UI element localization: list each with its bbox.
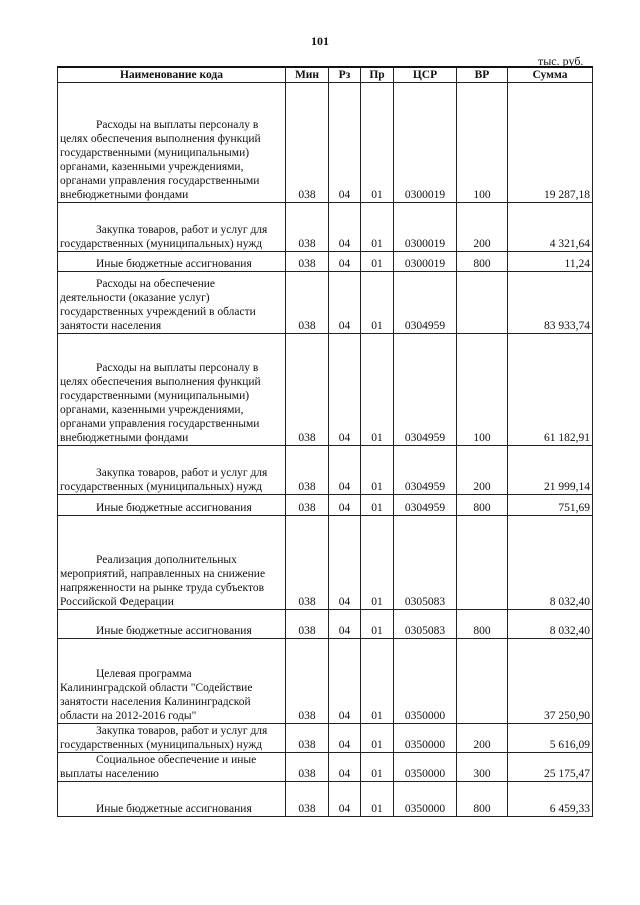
- row-name-line: напряженности на рынке труда субъектов: [60, 582, 265, 594]
- cell-min: 038: [286, 639, 329, 724]
- cell-vr: 800: [457, 610, 508, 639]
- row-name: [58, 639, 286, 724]
- row-name-line: целях обеспечения выполнения функций: [60, 376, 261, 388]
- row-name-line: Иные бюджетные ассигнования: [96, 258, 252, 270]
- row-name-line: Социальное обеспечение и иные: [96, 754, 257, 766]
- cell-sum: 11,24: [508, 252, 593, 272]
- row-name: [58, 753, 286, 782]
- cell-csr: 0304959: [394, 495, 457, 516]
- cell-min: 038: [286, 83, 329, 203]
- cell-sum: 19 287,18: [508, 83, 593, 203]
- cell-csr: 0305083: [394, 610, 457, 639]
- table-row: [58, 272, 593, 334]
- cell-rz: 04: [329, 203, 361, 252]
- cell-vr: [457, 639, 508, 724]
- table-row: [58, 610, 593, 639]
- cell-sum: 37 250,90: [508, 639, 593, 724]
- cell-min: 038: [286, 272, 329, 334]
- table-header-row: [58, 67, 593, 83]
- row-name: [58, 83, 286, 203]
- cell-csr: 0305083: [394, 516, 457, 610]
- row-name: [58, 446, 286, 495]
- table-row: [58, 334, 593, 446]
- cell-rz: 04: [329, 516, 361, 610]
- cell-vr: 100: [457, 334, 508, 446]
- table-row: [58, 83, 593, 203]
- row-name-line: занятости населения: [60, 320, 162, 332]
- cell-pr: 01: [361, 639, 394, 724]
- row-name-line: Закупка товаров, работ и услуг для: [96, 467, 268, 479]
- cell-vr: 200: [457, 446, 508, 495]
- cell-pr: 01: [361, 782, 394, 817]
- cell-rz: 04: [329, 610, 361, 639]
- cell-sum: 4 321,64: [508, 203, 593, 252]
- row-name-line: занятости населения Калининградской: [60, 696, 251, 708]
- cell-rz: 04: [329, 753, 361, 782]
- table-row: [58, 516, 593, 610]
- row-name-line: органами управления государственными: [60, 175, 260, 187]
- cell-csr: 0350000: [394, 724, 457, 753]
- cell-vr: 200: [457, 203, 508, 252]
- cell-min: 038: [286, 495, 329, 516]
- cell-rz: 04: [329, 782, 361, 817]
- row-name: [58, 495, 286, 516]
- row-name: [58, 516, 286, 610]
- cell-pr: 01: [361, 495, 394, 516]
- cell-pr: 01: [361, 252, 394, 272]
- table-row: [58, 203, 593, 252]
- header-sum: Сумма: [508, 67, 593, 83]
- row-name-line: области на 2012-2016 годы": [60, 710, 197, 722]
- row-name-line: деятельности (оказание услуг): [60, 292, 210, 304]
- cell-min: 038: [286, 203, 329, 252]
- cell-vr: 100: [457, 83, 508, 203]
- row-name-line: Расходы на выплаты персоналу в: [96, 119, 259, 131]
- cell-vr: 200: [457, 724, 508, 753]
- budget-table: [57, 66, 593, 817]
- cell-rz: 04: [329, 639, 361, 724]
- page-number: 101: [311, 34, 329, 48]
- header-csr: ЦСР: [394, 67, 457, 83]
- row-name-line: выплаты населению: [60, 768, 159, 780]
- cell-csr: 0300019: [394, 252, 457, 272]
- row-name-line: государственными (муниципальными): [60, 147, 250, 159]
- table-row: [58, 724, 593, 753]
- header-name: Наименование кода: [58, 67, 286, 83]
- row-name-line: государственных (муниципальных) нужд: [60, 739, 263, 751]
- cell-pr: 01: [361, 272, 394, 334]
- cell-rz: 04: [329, 724, 361, 753]
- cell-vr: 800: [457, 782, 508, 817]
- row-name-line: государственных (муниципальных) нужд: [60, 481, 263, 493]
- cell-csr: 0300019: [394, 83, 457, 203]
- cell-pr: 01: [361, 753, 394, 782]
- cell-rz: 04: [329, 446, 361, 495]
- cell-pr: 01: [361, 516, 394, 610]
- header-pr: Пр: [361, 67, 394, 83]
- row-name-line: органами, казенными учреждениями,: [60, 161, 244, 173]
- table-row: [58, 446, 593, 495]
- table-row: [58, 639, 593, 724]
- cell-rz: 04: [329, 334, 361, 446]
- row-name-line: Расходы на выплаты персоналу в: [96, 362, 259, 374]
- cell-sum: 83 933,74: [508, 272, 593, 334]
- row-name-line: органами, казенными учреждениями,: [60, 404, 244, 416]
- row-name-line: Закупка товаров, работ и услуг для: [96, 725, 268, 737]
- cell-pr: 01: [361, 203, 394, 252]
- cell-min: 038: [286, 782, 329, 817]
- cell-pr: 01: [361, 610, 394, 639]
- cell-sum: 6 459,33: [508, 782, 593, 817]
- cell-sum: 61 182,91: [508, 334, 593, 446]
- cell-sum: 25 175,47: [508, 753, 593, 782]
- row-name-line: внебюджетными фондами: [60, 432, 189, 444]
- row-name-line: Реализация дополнительных: [96, 554, 237, 566]
- cell-min: 038: [286, 610, 329, 639]
- cell-vr: 800: [457, 252, 508, 272]
- cell-csr: 0304959: [394, 272, 457, 334]
- cell-pr: 01: [361, 446, 394, 495]
- cell-min: 038: [286, 252, 329, 272]
- row-name: [58, 252, 286, 272]
- cell-vr: [457, 516, 508, 610]
- row-name-line: органами управления государственными: [60, 418, 260, 430]
- cell-vr: 800: [457, 495, 508, 516]
- row-name-line: Иные бюджетные ассигнования: [96, 803, 252, 815]
- cell-min: 038: [286, 724, 329, 753]
- row-name-line: целях обеспечения выполнения функций: [60, 133, 261, 145]
- cell-sum: 8 032,40: [508, 516, 593, 610]
- cell-rz: 04: [329, 495, 361, 516]
- cell-csr: 0304959: [394, 446, 457, 495]
- row-name-line: Российской Федерации: [60, 596, 174, 608]
- row-name: [58, 334, 286, 446]
- row-name-line: Иные бюджетные ассигнования: [96, 625, 252, 637]
- cell-sum: 5 616,09: [508, 724, 593, 753]
- row-name: [58, 272, 286, 334]
- cell-min: 038: [286, 334, 329, 446]
- cell-sum: 21 999,14: [508, 446, 593, 495]
- cell-pr: 01: [361, 83, 394, 203]
- row-name: [58, 724, 286, 753]
- row-name-line: Расходы на обеспечение: [96, 278, 215, 290]
- row-name-line: мероприятий, направленных на снижение: [60, 568, 266, 580]
- row-name-line: Калининградской области "Содействие: [60, 682, 253, 694]
- row-name-line: внебюджетными фондами: [60, 189, 189, 201]
- cell-csr: 0350000: [394, 782, 457, 817]
- row-name: [58, 203, 286, 252]
- cell-min: 038: [286, 446, 329, 495]
- table-row: [58, 782, 593, 817]
- cell-sum: 751,69: [508, 495, 593, 516]
- units-label: тыс. руб.: [538, 54, 584, 68]
- cell-pr: 01: [361, 334, 394, 446]
- table-row: [58, 252, 593, 272]
- cell-csr: 0350000: [394, 753, 457, 782]
- cell-rz: 04: [329, 83, 361, 203]
- row-name-line: государственных учреждений в области: [60, 306, 256, 318]
- cell-rz: 04: [329, 272, 361, 334]
- header-vr: ВР: [457, 67, 508, 83]
- cell-csr: 0350000: [394, 639, 457, 724]
- cell-min: 038: [286, 753, 329, 782]
- cell-sum: 8 032,40: [508, 610, 593, 639]
- cell-rz: 04: [329, 252, 361, 272]
- row-name-line: Целевая программа: [96, 668, 192, 680]
- row-name-line: государственными (муниципальными): [60, 390, 250, 402]
- row-name: [58, 610, 286, 639]
- header-rz: Рз: [329, 67, 361, 83]
- table-row: [58, 753, 593, 782]
- cell-csr: 0304959: [394, 334, 457, 446]
- row-name-line: Иные бюджетные ассигнования: [96, 502, 252, 514]
- table-row: [58, 495, 593, 516]
- cell-pr: 01: [361, 724, 394, 753]
- row-name: [58, 782, 286, 817]
- cell-vr: 300: [457, 753, 508, 782]
- table-body: [58, 83, 593, 817]
- row-name-line: государственных (муниципальных) нужд: [60, 238, 263, 250]
- cell-csr: 0300019: [394, 203, 457, 252]
- cell-vr: [457, 272, 508, 334]
- header-min: Мин: [286, 67, 329, 83]
- cell-min: 038: [286, 516, 329, 610]
- row-name-line: Закупка товаров, работ и услуг для: [96, 224, 268, 236]
